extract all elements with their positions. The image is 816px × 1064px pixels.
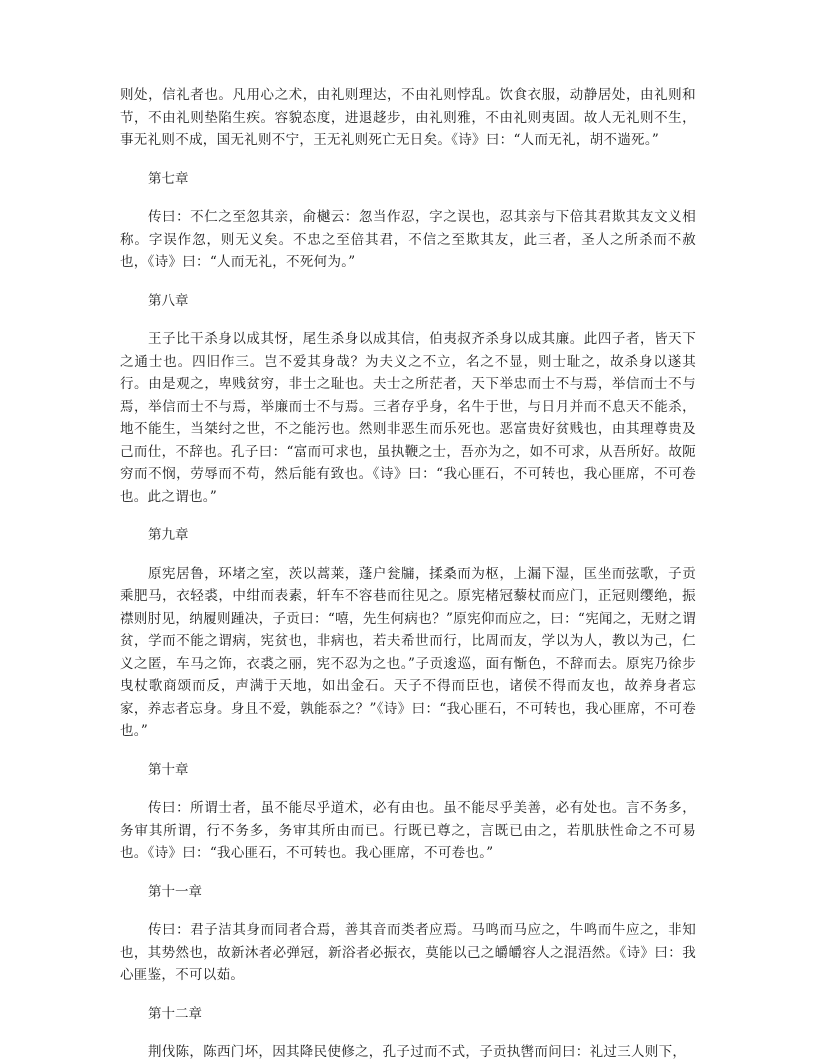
chapter-7-text: 传曰：不仁之至忽其亲，俞樾云：忽当作忍，字之误也，忍其亲与下倍其君欺其友文义相称。字误作忽，则无义矣。不忠之至倍其君，不信之至欺其友，此三者，圣人之所杀而不赦也，《诗》曰：“人而无礼，不死何为。”: [120, 209, 696, 270]
chapter-12-heading: 第十二章: [148, 1005, 202, 1022]
chapter-10-text: 传曰：所谓士者，虽不能尽乎道术，必有由也。虽不能尽乎美善，必有处也。言不务多，务审其所谓，行不务多，务审其所由而已。行既已尊之，言既已由之，若肌肤性命之不可易也。《诗》曰：“我心匪石，不可转也。我心匪席，不可卷也。”: [120, 800, 696, 861]
chapter-11-heading: 第十一章: [148, 883, 202, 900]
chapter-10-heading: 第十章: [148, 761, 189, 778]
paragraph-continued: 则处，信礼者也。凡用心之术，由礼则理达，不由礼则悖乱。饮食衣服，动静居处，由礼则和节，不由礼则垫陷生疾。容貌态度，进退趍步，由礼则雅，不由礼则夷固。故人无礼则不生，事无礼则不成，国无礼则不宁，王无礼则死亡无日矣。《诗》曰：“人而无礼，胡不遄死。”: [120, 87, 696, 148]
chapter-11-text: 传曰：君子洁其身而同者合焉，善其音而类者应焉。马鸣而马应之，牛鸣而牛应之，非知也，其势然也，故新沐者必弹冠，新浴者必振衣，莫能以己之皭皭容人之混浯然。《诗》曰：我心匪鉴，不可以茹。: [120, 922, 696, 983]
chapter-8-heading: 第八章: [148, 292, 189, 309]
document-page: [120, 84, 696, 1064]
chapter-12-text: 荆伐陈，陈西门坏，因其降民使修之，孔子过而不式，子贡执辔而问曰：礼过三人则下，: [148, 1044, 687, 1060]
chapter-7-heading: 第七章: [148, 170, 189, 187]
chapter-8-text: 王子比干杀身以成其㤉，尾生杀身以成其信，伯夷叔齐杀身以成其廉。此四子者，皆天下之通士也。四旧作三。岂不爱其身哉？为夫义之不立，名之不显，则士耻之，故杀身以遂其行。由是观之，卑贱贫穷，非士之耻也。夫士之所茫者，天下举忠而士不与焉，举信而士不与焉，举信而士不与焉，举廉而士不与焉。三者存乎身，名牛于世，与日月并而不息天不能杀，地不能生，当桀纣之世，不之能污也。然则非恶生而乐死也。恶富贵好贫贱也，由其理尊贵及己而仕，不辞也。孔子曰：“富而可求也，虽执鞭之士，吾亦为之，如不可求，从吾所好。故阨穷而不悯，劳辱而不苟，然后能有致也。《诗》曰：“我心匪石，不可转也，我心匪席，不可卷也。此之谓也。”: [120, 331, 696, 505]
chapter-9-heading: 第九章: [148, 527, 189, 543]
chapter-9-text: 原宪居鲁，环堵之室，茨以蒿莱，蓬户瓮牖，揉桑而为枢，上漏下湿，匡坐而弦歌，子贡乘肥马，衣轻裘，中绀而表素，轩车不容巷而往见之。原宪楮冠藜杖而应门，正冠则缨绝，振襟则肘见，纳履则踵决，子贡曰：“嘻，先生何病也？”原宪仰而应之，曰：“宪闻之，无财之谓贫，学而不能之谓病，宪贫也，非病也，若夫希世而行，比周而友，学以为人，教以为己，仁义之匿，车马之饰，衣裘之丽，宪不忍为之也。”子贡逡巡，面有惭色，不辞而去。原宪乃徐步曳杖歌商颂而反，声满于天地，如出金石。天子不得而臣也，诸侯不得而友也，故养身者忘家，养志者忘身。身且不爱，孰能忝之？”《诗》曰：“我心匪石，不可转也，我心匪席，不可卷也。”: [120, 565, 696, 739]
